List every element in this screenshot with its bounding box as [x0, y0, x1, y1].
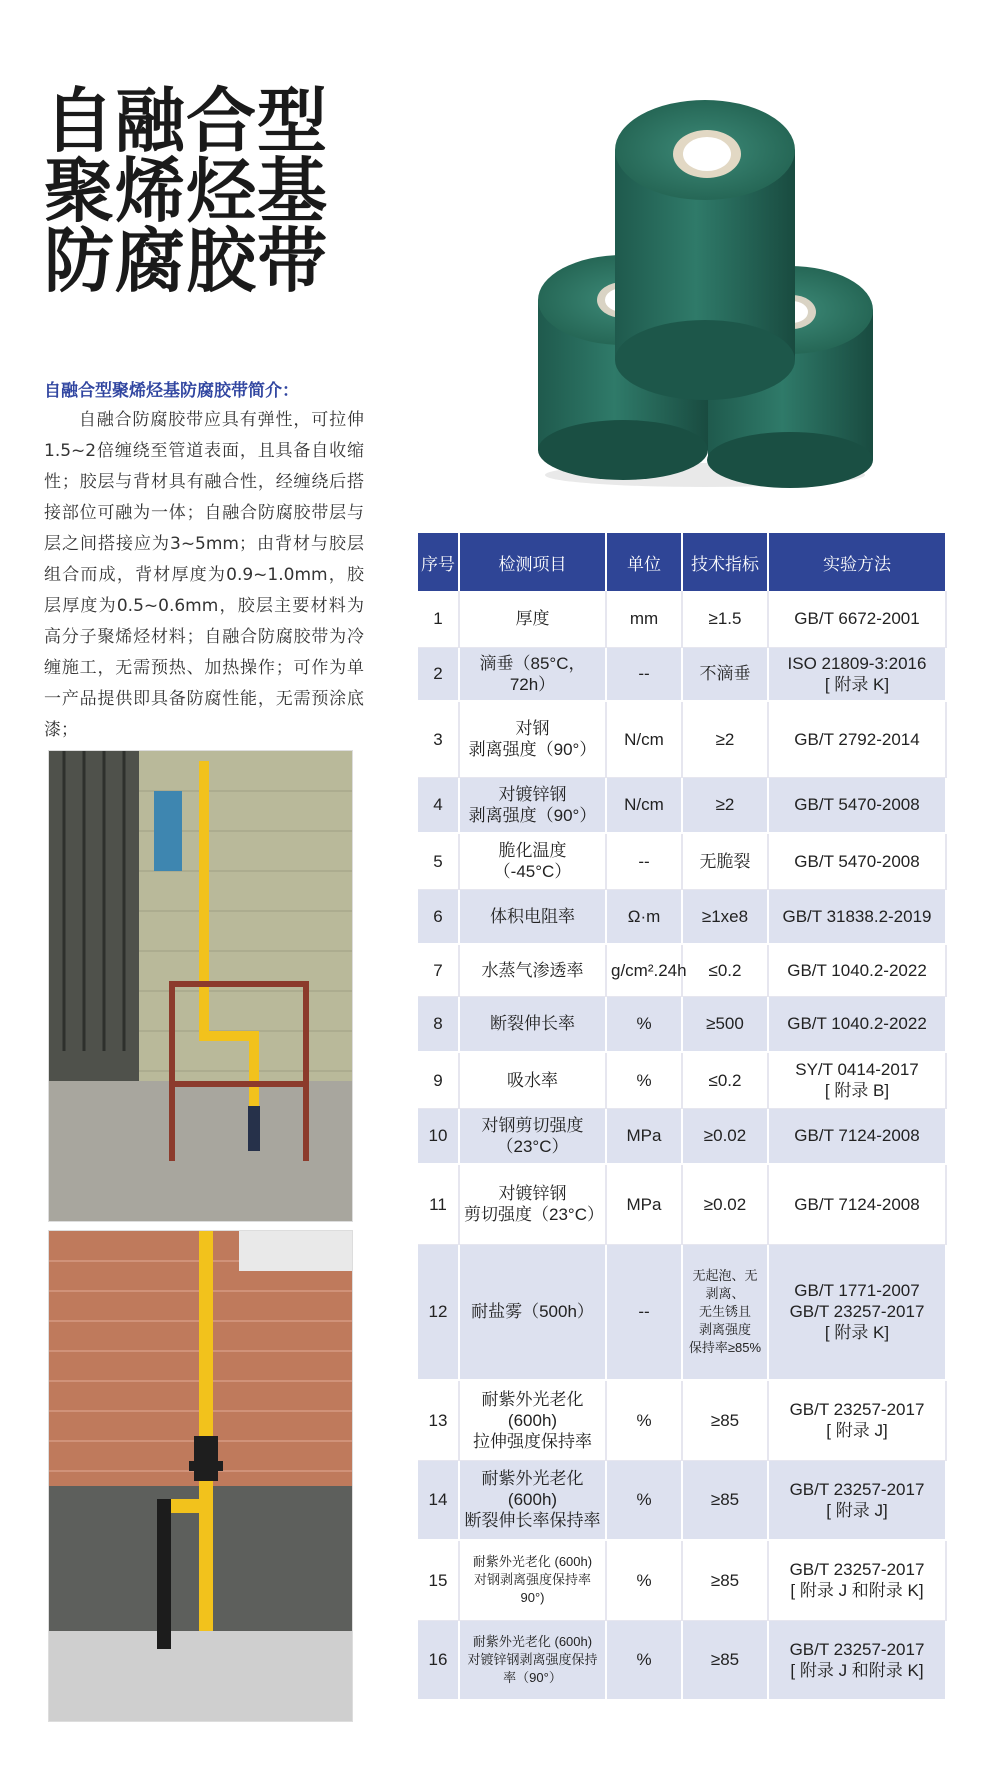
table-cell-unit: % — [606, 1540, 682, 1620]
table-cell-no: 3 — [418, 701, 459, 777]
table-cell-item: 吸水率 — [459, 1052, 606, 1108]
table-cell-method: GB/T 1771-2007 GB/T 23257-2017 [ 附录 K] — [768, 1244, 946, 1380]
table-cell-item: 水蒸气渗透率 — [459, 944, 606, 996]
table-cell-item: 脆化温度（-45°C） — [459, 833, 606, 889]
table-cell-spec: ≥500 — [682, 996, 768, 1052]
table-row — [418, 944, 946, 996]
table-cell-no: 11 — [418, 1164, 459, 1244]
table-cell-spec: 不滴垂 — [682, 647, 768, 701]
table-cell-spec: 无脆裂 — [682, 833, 768, 889]
table-cell-item: 耐紫外光老化 (600h) 断裂伸长率保持率 — [459, 1460, 606, 1540]
table-cell-item: 耐紫外光老化 (600h) 对钢剥离强度保持率 90°) — [459, 1540, 606, 1620]
intro-heading: 自融合型聚烯烃基防腐胶带简介： — [44, 381, 299, 401]
table-cell-method: GB/T 23257-2017 [ 附录 J 和附录 K] — [768, 1540, 946, 1620]
title-line-2: 聚烯烃基 — [44, 150, 328, 232]
table-cell-no: 6 — [418, 889, 459, 944]
table-cell-item: 对钢 剥离强度（90°） — [459, 701, 606, 777]
table-cell-item: 对镀锌钢 剪切强度（23°C） — [459, 1164, 606, 1244]
table-cell-unit: -- — [606, 647, 682, 701]
table-cell-item: 耐紫外光老化 (600h) 拉伸强度保持率 — [459, 1380, 606, 1460]
table-cell-unit: % — [606, 1380, 682, 1460]
table-cell-method: GB/T 23257-2017 [ 附录 J 和附录 K] — [768, 1620, 946, 1700]
table-cell-method: ISO 21809-3:2016 [ 附录 K] — [768, 647, 946, 701]
table-cell-spec: ≥2 — [682, 777, 768, 833]
table-cell-method: GB/T 6672-2001 — [768, 591, 946, 647]
table-row — [418, 701, 946, 777]
table-row — [418, 1164, 946, 1244]
table-cell-method: GB/T 2792-2014 — [768, 701, 946, 777]
table-cell-unit: % — [606, 1052, 682, 1108]
col-header-unit: 单位 — [606, 533, 682, 591]
table-cell-method: GB/T 1040.2-2022 — [768, 944, 946, 996]
col-header-method: 实验方法 — [768, 533, 946, 591]
table-row — [418, 591, 946, 647]
intro-text: 自融合防腐胶带应具有弹性，可拉伸1.5~2倍缠绕至管道表面，且具备自收缩性；胶层与背材具有融合性，经缠绕后搭接部位可融为一体；自融合防腐胶带层与层之间搭接应为3~5mm；由背材与胶层组合而成，背材厚度为0.9~1.0mm，胶层厚度为0.5~0.6mm，胶层主要材料为高分子聚烯烃材料；自融合防腐胶带为冷缠施工，无需预热、加热操作；可作为单一产品提供即具备防腐性能，无需预涂底漆； — [44, 410, 364, 740]
table-row — [418, 1244, 946, 1380]
table-cell-unit: N/cm — [606, 701, 682, 777]
table-cell-spec: ≥85 — [682, 1540, 768, 1620]
table-cell-unit: % — [606, 1620, 682, 1700]
table-cell-unit: N/cm — [606, 777, 682, 833]
intro-body — [44, 405, 364, 746]
table-cell-item: 对钢剪切强度（23°C） — [459, 1108, 606, 1164]
table-row — [418, 647, 946, 701]
table-cell-method: SY/T 0414-2017 [ 附录 B] — [768, 1052, 946, 1108]
table-cell-spec: ≥0.02 — [682, 1108, 768, 1164]
table-cell-no: 13 — [418, 1380, 459, 1460]
table-row — [418, 1380, 946, 1460]
product-photo — [530, 90, 880, 490]
table-cell-method: GB/T 31838.2-2019 — [768, 889, 946, 944]
tape-roll-top — [615, 100, 795, 400]
col-header-item: 检测项目 — [459, 533, 606, 591]
table-cell-no: 7 — [418, 944, 459, 996]
table-cell-no: 15 — [418, 1540, 459, 1620]
table-cell-no: 14 — [418, 1460, 459, 1540]
pipe-photo-2 — [48, 1230, 353, 1722]
table-cell-item: 滴垂（85°C，72h） — [459, 647, 606, 701]
table-cell-unit: -- — [606, 833, 682, 889]
table-row — [418, 1108, 946, 1164]
table-cell-method: GB/T 23257-2017 [ 附录 J] — [768, 1380, 946, 1460]
table-row — [418, 1540, 946, 1620]
table-cell-unit: MPa — [606, 1108, 682, 1164]
table-cell-unit: mm — [606, 591, 682, 647]
table-cell-unit: Ω·m — [606, 889, 682, 944]
table-cell-no: 12 — [418, 1244, 459, 1380]
table-cell-no: 10 — [418, 1108, 459, 1164]
table-cell-unit: -- — [606, 1244, 682, 1380]
table-cell-spec: ≥0.02 — [682, 1164, 768, 1244]
table-cell-spec: ≥85 — [682, 1380, 768, 1460]
table-cell-no: 16 — [418, 1620, 459, 1700]
table-row — [418, 1620, 946, 1700]
table-row — [418, 996, 946, 1052]
table-row — [418, 1460, 946, 1540]
spec-table — [418, 533, 947, 1701]
table-header-row — [418, 533, 946, 591]
table-cell-spec: ≥1.5 — [682, 591, 768, 647]
table-cell-method: GB/T 5470-2008 — [768, 833, 946, 889]
table-cell-unit: MPa — [606, 1164, 682, 1244]
table-cell-unit: g/cm².24h — [606, 944, 682, 996]
table-cell-spec: ≤0.2 — [682, 1052, 768, 1108]
table-cell-no: 2 — [418, 647, 459, 701]
table-cell-no: 9 — [418, 1052, 459, 1108]
table-cell-unit: % — [606, 1460, 682, 1540]
table-row — [418, 1052, 946, 1108]
table-cell-no: 4 — [418, 777, 459, 833]
table-cell-method: GB/T 1040.2-2022 — [768, 996, 946, 1052]
table-cell-method: GB/T 5470-2008 — [768, 777, 946, 833]
table-row — [418, 889, 946, 944]
pipe-photo-1 — [48, 750, 353, 1222]
table-cell-spec: ≤0.2 — [682, 944, 768, 996]
table-cell-spec: ≥2 — [682, 701, 768, 777]
col-header-no: 序号 — [418, 533, 459, 591]
table-cell-spec: ≥85 — [682, 1460, 768, 1540]
table-cell-spec: 无起泡、无剥离、 无生锈且 剥离强度 保持率≥85% — [682, 1244, 768, 1380]
table-cell-no: 5 — [418, 833, 459, 889]
table-cell-item: 耐紫外光老化 (600h) 对镀锌钢剥离强度保持率（90°） — [459, 1620, 606, 1700]
page-title — [44, 80, 328, 302]
table-cell-item: 断裂伸长率 — [459, 996, 606, 1052]
table-cell-item: 耐盐雾（500h） — [459, 1244, 606, 1380]
table-cell-item: 厚度 — [459, 591, 606, 647]
table-cell-method: GB/T 7124-2008 — [768, 1164, 946, 1244]
table-cell-no: 8 — [418, 996, 459, 1052]
table-row — [418, 833, 946, 889]
table-cell-spec: ≥85 — [682, 1620, 768, 1700]
table-cell-item: 体积电阻率 — [459, 889, 606, 944]
table-cell-item: 对镀锌钢 剥离强度（90°） — [459, 777, 606, 833]
table-cell-spec: ≥1xe8 — [682, 889, 768, 944]
table-cell-method: GB/T 7124-2008 — [768, 1108, 946, 1164]
table-cell-no: 1 — [418, 591, 459, 647]
title-line-3: 防腐胶带 — [44, 220, 328, 302]
table-cell-unit: % — [606, 996, 682, 1052]
title-line-1: 自融合型 — [44, 80, 328, 162]
table-row — [418, 777, 946, 833]
col-header-spec: 技术指标 — [682, 533, 768, 591]
table-cell-method: GB/T 23257-2017 [ 附录 J] — [768, 1460, 946, 1540]
